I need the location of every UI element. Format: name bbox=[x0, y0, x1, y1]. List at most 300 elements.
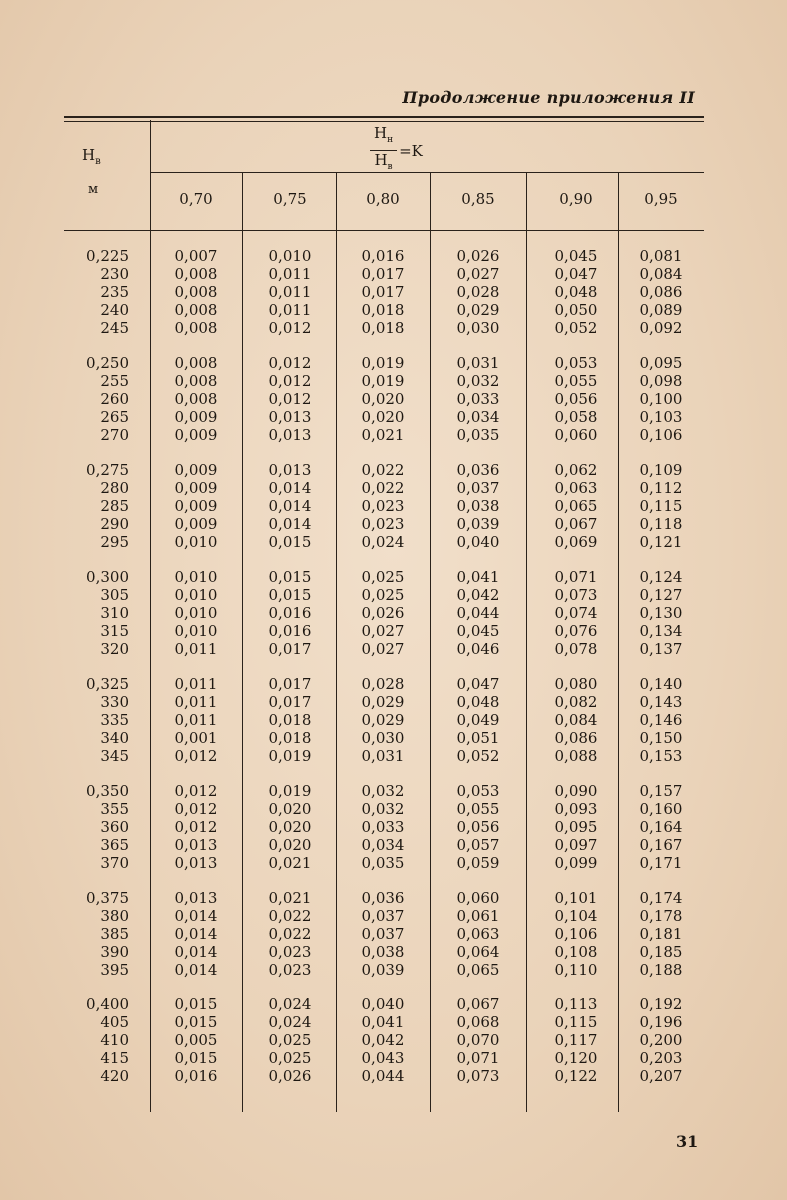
ratio-value-cell: 0,171 bbox=[639, 853, 683, 872]
ratio-value-cell: 0,095 bbox=[554, 817, 598, 836]
ratio-value-cell: 0,055 bbox=[554, 371, 598, 390]
ratio-value-cell: 0,112 bbox=[639, 478, 683, 497]
ratio-value-cell: 0,127 bbox=[639, 585, 683, 604]
ratio-value-cell: 0,013 bbox=[268, 425, 312, 444]
ratio-value-cell: 0,019 bbox=[361, 354, 405, 372]
ratio-value-cell: 0,117 bbox=[554, 1030, 598, 1049]
ratio-value-cell: 0,011 bbox=[268, 264, 312, 283]
page-number: 31 bbox=[676, 1132, 699, 1151]
row-group bbox=[0, 355, 787, 444]
ratio-value-cell: 0,073 bbox=[554, 585, 598, 604]
ratio-value-cell: 0,040 bbox=[456, 532, 500, 551]
hb-value-cell: 345 bbox=[100, 746, 129, 765]
ratio-value-cell: 0,014 bbox=[268, 478, 312, 497]
ratio-value-cell: 0,110 bbox=[554, 960, 598, 979]
ratio-value-cell: 0,037 bbox=[361, 906, 405, 925]
ratio-value-cell: 0,098 bbox=[639, 371, 683, 390]
ratio-value-cell: 0,071 bbox=[554, 568, 598, 586]
ratio-denominator: $H_в$ bbox=[374, 151, 393, 172]
ratio-value-cell: 0,115 bbox=[639, 496, 683, 515]
ratio-value-cell: 0,016 bbox=[268, 603, 312, 622]
ratio-value-cell: 0,017 bbox=[361, 264, 405, 283]
ratio-value-cell: 0,067 bbox=[554, 514, 598, 533]
ratio-value-cell: 0,012 bbox=[268, 371, 312, 390]
ratio-value-cell: 0,203 bbox=[639, 1048, 683, 1067]
hb-value-cell: 310 bbox=[100, 603, 129, 622]
ratio-value-cell: 0,051 bbox=[456, 728, 500, 747]
hb-value-cell: 355 bbox=[100, 799, 129, 818]
row-group bbox=[0, 248, 787, 337]
hb-value-cell: 315 bbox=[100, 621, 129, 640]
ratio-value-cell: 0,023 bbox=[361, 496, 405, 515]
hb-value-cell: 320 bbox=[100, 639, 129, 658]
ratio-value-cell: 0,185 bbox=[639, 942, 683, 961]
hb-value-cell: 295 bbox=[100, 532, 129, 551]
ratio-value-cell: 0,015 bbox=[268, 585, 312, 604]
hb-value-cell: 385 bbox=[100, 924, 129, 943]
ratio-value-cell: 0,056 bbox=[456, 817, 500, 836]
ratio-value-cell: 0,022 bbox=[268, 924, 312, 943]
table-row bbox=[0, 516, 787, 534]
ratio-value-cell: 0,027 bbox=[361, 621, 405, 640]
ratio-value-cell: 0,012 bbox=[268, 318, 312, 337]
table-row bbox=[0, 623, 787, 641]
ratio-value-cell: 0,043 bbox=[361, 1048, 405, 1067]
ratio-value-cell: 0,086 bbox=[639, 282, 683, 301]
ratio-value-cell: 0,009 bbox=[174, 407, 218, 426]
hb-value-cell: 420 bbox=[100, 1066, 129, 1085]
ratio-value-cell: 0,140 bbox=[639, 675, 683, 693]
ratio-value-cell: 0,014 bbox=[174, 960, 218, 979]
ratio-value-cell: 0,068 bbox=[456, 1012, 500, 1031]
ratio-value-cell: 0,092 bbox=[639, 318, 683, 337]
ratio-value-cell: 0,011 bbox=[174, 675, 218, 693]
hb-value-cell: 235 bbox=[100, 282, 129, 301]
ratio-value-cell: 0,101 bbox=[554, 889, 598, 907]
ratio-value-cell: 0,015 bbox=[174, 995, 218, 1013]
ratio-value-cell: 0,124 bbox=[639, 568, 683, 586]
ratio-value-cell: 0,017 bbox=[268, 675, 312, 693]
ratio-value-cell: 0,010 bbox=[174, 568, 218, 586]
ratio-value-cell: 0,025 bbox=[268, 1048, 312, 1067]
ratio-value-cell: 0,188 bbox=[639, 960, 683, 979]
ratio-value-cell: 0,011 bbox=[174, 692, 218, 711]
ratio-value-cell: 0,196 bbox=[639, 1012, 683, 1031]
ratio-value-cell: 0,039 bbox=[361, 960, 405, 979]
ratio-value-cell: 0,010 bbox=[174, 585, 218, 604]
ratio-value-cell: 0,020 bbox=[361, 389, 405, 408]
ratio-value-cell: 0,086 bbox=[554, 728, 598, 747]
ratio-value-cell: 0,018 bbox=[268, 728, 312, 747]
table-row bbox=[0, 1032, 787, 1050]
ratio-value-cell: 0,084 bbox=[554, 710, 598, 729]
ratio-value-cell: 0,057 bbox=[456, 835, 500, 854]
hb-column-header: $H_в$ bbox=[82, 146, 101, 167]
ratio-value-cell: 0,053 bbox=[554, 354, 598, 372]
hb-value-cell: 0,350 bbox=[86, 782, 129, 800]
hb-value-cell: 260 bbox=[100, 389, 129, 408]
k-value-header: 0,75 bbox=[273, 190, 307, 208]
ratio-value-cell: 0,008 bbox=[174, 354, 218, 372]
ratio-value-cell: 0,011 bbox=[268, 300, 312, 319]
row-group bbox=[0, 890, 787, 979]
ratio-value-cell: 0,019 bbox=[361, 371, 405, 390]
hb-value-cell: 390 bbox=[100, 942, 129, 961]
hb-value-cell: 330 bbox=[100, 692, 129, 711]
k-value-header: 0,80 bbox=[366, 190, 400, 208]
ratio-value-cell: 0,047 bbox=[554, 264, 598, 283]
ratio-value-cell: 0,033 bbox=[361, 817, 405, 836]
ratio-value-cell: 0,063 bbox=[456, 924, 500, 943]
table-row bbox=[0, 926, 787, 944]
ratio-value-cell: 0,070 bbox=[456, 1030, 500, 1049]
ratio-value-cell: 0,106 bbox=[554, 924, 598, 943]
table-row bbox=[0, 302, 787, 320]
ratio-value-cell: 0,143 bbox=[639, 692, 683, 711]
ratio-value-cell: 0,048 bbox=[456, 692, 500, 711]
ratio-value-cell: 0,113 bbox=[554, 995, 598, 1013]
ratio-value-cell: 0,026 bbox=[268, 1066, 312, 1085]
ratio-value-cell: 0,060 bbox=[456, 889, 500, 907]
ratio-value-cell: 0,056 bbox=[554, 389, 598, 408]
table-row bbox=[0, 266, 787, 284]
table-row bbox=[0, 783, 787, 801]
ratio-value-cell: 0,095 bbox=[639, 354, 683, 372]
ratio-value-cell: 0,021 bbox=[268, 853, 312, 872]
ratio-value-cell: 0,137 bbox=[639, 639, 683, 658]
table-row bbox=[0, 676, 787, 694]
table-row bbox=[0, 587, 787, 605]
ratio-value-cell: 0,153 bbox=[639, 746, 683, 765]
hb-value-cell: 285 bbox=[100, 496, 129, 515]
ratio-value-cell: 0,023 bbox=[268, 942, 312, 961]
ratio-value-cell: 0,063 bbox=[554, 478, 598, 497]
ratio-value-cell: 0,065 bbox=[456, 960, 500, 979]
ratio-value-cell: 0,059 bbox=[456, 853, 500, 872]
ratio-value-cell: 0,017 bbox=[268, 639, 312, 658]
ratio-value-cell: 0,019 bbox=[268, 782, 312, 800]
ratio-value-cell: 0,007 bbox=[174, 247, 218, 265]
table-row bbox=[0, 855, 787, 873]
ratio-value-cell: 0,013 bbox=[268, 407, 312, 426]
table-row bbox=[0, 427, 787, 445]
ratio-value-cell: 0,010 bbox=[174, 603, 218, 622]
hb-value-cell: 0,375 bbox=[86, 889, 129, 907]
hb-value-cell: 0,275 bbox=[86, 461, 129, 479]
table-row bbox=[0, 694, 787, 712]
ratio-value-cell: 0,160 bbox=[639, 799, 683, 818]
ratio-value-cell: 0,035 bbox=[361, 853, 405, 872]
header-bottom-rule bbox=[64, 230, 704, 231]
ratio-value-cell: 0,121 bbox=[639, 532, 683, 551]
ratio-value-cell: 0,031 bbox=[456, 354, 500, 372]
ratio-value-cell: 0,022 bbox=[361, 478, 405, 497]
ratio-value-cell: 0,034 bbox=[456, 407, 500, 426]
ratio-value-cell: 0,015 bbox=[268, 532, 312, 551]
ratio-value-cell: 0,167 bbox=[639, 835, 683, 854]
table-row bbox=[0, 1050, 787, 1068]
ratio-value-cell: 0,069 bbox=[554, 532, 598, 551]
ratio-value-cell: 0,016 bbox=[361, 247, 405, 265]
ratio-value-cell: 0,060 bbox=[554, 425, 598, 444]
ratio-value-cell: 0,017 bbox=[268, 692, 312, 711]
ratio-value-cell: 0,031 bbox=[361, 746, 405, 765]
ratio-value-cell: 0,045 bbox=[456, 621, 500, 640]
ratio-value-cell: 0,109 bbox=[639, 461, 683, 479]
ratio-value-cell: 0,106 bbox=[639, 425, 683, 444]
hb-value-cell: 365 bbox=[100, 835, 129, 854]
ratio-value-cell: 0,055 bbox=[456, 799, 500, 818]
ratio-value-cell: 0,039 bbox=[456, 514, 500, 533]
ratio-numerator: $H_н$ bbox=[370, 124, 397, 151]
ratio-value-cell: 0,008 bbox=[174, 389, 218, 408]
ratio-value-cell: 0,049 bbox=[456, 710, 500, 729]
hb-value-cell: 245 bbox=[100, 318, 129, 337]
table-row bbox=[0, 890, 787, 908]
ratio-value-cell: 0,015 bbox=[268, 568, 312, 586]
ratio-value-cell: 0,018 bbox=[361, 318, 405, 337]
ratio-value-cell: 0,036 bbox=[456, 461, 500, 479]
table-row bbox=[0, 908, 787, 926]
table-row bbox=[0, 534, 787, 552]
ratio-value-cell: 0,207 bbox=[639, 1066, 683, 1085]
ratio-value-cell: 0,093 bbox=[554, 799, 598, 818]
hb-value-cell: 0,250 bbox=[86, 354, 129, 372]
row-group bbox=[0, 462, 787, 551]
hb-value-cell: 305 bbox=[100, 585, 129, 604]
hb-value-cell: 395 bbox=[100, 960, 129, 979]
ratio-value-cell: 0,050 bbox=[554, 300, 598, 319]
ratio-value-cell: 0,018 bbox=[268, 710, 312, 729]
table-row bbox=[0, 962, 787, 980]
ratio-value-cell: 0,010 bbox=[174, 621, 218, 640]
ratio-value-cell: 0,097 bbox=[554, 835, 598, 854]
ratio-value-cell: 0,025 bbox=[361, 568, 405, 586]
hb-value-cell: 340 bbox=[100, 728, 129, 747]
ratio-equals-k: =K bbox=[399, 141, 423, 160]
ratio-value-cell: 0,011 bbox=[174, 639, 218, 658]
table-row bbox=[0, 569, 787, 587]
ratio-value-cell: 0,146 bbox=[639, 710, 683, 729]
ratio-value-cell: 0,036 bbox=[361, 889, 405, 907]
ratio-value-cell: 0,034 bbox=[361, 835, 405, 854]
ratio-value-cell: 0,021 bbox=[361, 425, 405, 444]
ratio-value-cell: 0,008 bbox=[174, 282, 218, 301]
table-row bbox=[0, 837, 787, 855]
row-group bbox=[0, 783, 787, 872]
k-value-header: 0,95 bbox=[644, 190, 678, 208]
ratio-value-cell: 0,014 bbox=[174, 906, 218, 925]
ratio-value-cell: 0,016 bbox=[268, 621, 312, 640]
ratio-value-cell: 0,192 bbox=[639, 995, 683, 1013]
ratio-value-cell: 0,008 bbox=[174, 371, 218, 390]
ratio-value-cell: 0,038 bbox=[361, 942, 405, 961]
ratio-value-cell: 0,089 bbox=[639, 300, 683, 319]
ratio-value-cell: 0,181 bbox=[639, 924, 683, 943]
table-row bbox=[0, 320, 787, 338]
ratio-value-cell: 0,011 bbox=[174, 710, 218, 729]
ratio-value-cell: 0,157 bbox=[639, 782, 683, 800]
ratio-value-cell: 0,052 bbox=[456, 746, 500, 765]
ratio-value-cell: 0,023 bbox=[268, 960, 312, 979]
ratio-value-cell: 0,008 bbox=[174, 264, 218, 283]
table-row bbox=[0, 748, 787, 766]
ratio-value-cell: 0,178 bbox=[639, 906, 683, 925]
ratio-value-cell: 0,012 bbox=[268, 389, 312, 408]
ratio-value-cell: 0,012 bbox=[174, 799, 218, 818]
ratio-value-cell: 0,012 bbox=[174, 782, 218, 800]
ratio-value-cell: 0,029 bbox=[456, 300, 500, 319]
row-group bbox=[0, 996, 787, 1085]
table-row bbox=[0, 480, 787, 498]
hb-value-cell: 405 bbox=[100, 1012, 129, 1031]
ratio-value-cell: 0,084 bbox=[639, 264, 683, 283]
row-group bbox=[0, 676, 787, 765]
ratio-value-cell: 0,099 bbox=[554, 853, 598, 872]
ratio-value-cell: 0,008 bbox=[174, 318, 218, 337]
hb-value-cell: 0,325 bbox=[86, 675, 129, 693]
ratio-value-cell: 0,076 bbox=[554, 621, 598, 640]
hb-value-cell: 280 bbox=[100, 478, 129, 497]
ratio-value-cell: 0,032 bbox=[456, 371, 500, 390]
ratio-value-cell: 0,027 bbox=[361, 639, 405, 658]
ratio-value-cell: 0,103 bbox=[639, 407, 683, 426]
ratio-value-cell: 0,029 bbox=[361, 692, 405, 711]
hb-value-cell: 380 bbox=[100, 906, 129, 925]
hb-value-cell: 335 bbox=[100, 710, 129, 729]
ratio-value-cell: 0,017 bbox=[361, 282, 405, 301]
table-row bbox=[0, 641, 787, 659]
ratio-value-cell: 0,016 bbox=[174, 1066, 218, 1085]
ratio-value-cell: 0,024 bbox=[268, 1012, 312, 1031]
k-value-header: 0,85 bbox=[461, 190, 495, 208]
ratio-value-cell: 0,130 bbox=[639, 603, 683, 622]
ratio-value-cell: 0,064 bbox=[456, 942, 500, 961]
ratio-value-cell: 0,027 bbox=[456, 264, 500, 283]
ratio-value-cell: 0,032 bbox=[361, 799, 405, 818]
ratio-value-cell: 0,011 bbox=[268, 282, 312, 301]
ratio-value-cell: 0,020 bbox=[268, 835, 312, 854]
ratio-value-cell: 0,200 bbox=[639, 1030, 683, 1049]
ratio-value-cell: 0,104 bbox=[554, 906, 598, 925]
ratio-value-cell: 0,022 bbox=[268, 906, 312, 925]
ratio-value-cell: 0,046 bbox=[456, 639, 500, 658]
hb-value-cell: 230 bbox=[100, 264, 129, 283]
ratio-value-cell: 0,010 bbox=[174, 532, 218, 551]
ratio-value-cell: 0,013 bbox=[268, 461, 312, 479]
ratio-value-cell: 0,045 bbox=[554, 247, 598, 265]
hb-value-cell: 0,400 bbox=[86, 995, 129, 1013]
ratio-value-cell: 0,009 bbox=[174, 478, 218, 497]
ratio-value-cell: 0,019 bbox=[268, 746, 312, 765]
ratio-value-cell: 0,018 bbox=[361, 300, 405, 319]
table-row bbox=[0, 391, 787, 409]
ratio-value-cell: 0,012 bbox=[268, 354, 312, 372]
table-row bbox=[0, 819, 787, 837]
ratio-value-cell: 0,052 bbox=[554, 318, 598, 337]
ratio-value-cell: 0,118 bbox=[639, 514, 683, 533]
ratio-value-cell: 0,008 bbox=[174, 300, 218, 319]
ratio-value-cell: 0,042 bbox=[456, 585, 500, 604]
table-row bbox=[0, 373, 787, 391]
ratio-value-cell: 0,053 bbox=[456, 782, 500, 800]
ratio-value-cell: 0,108 bbox=[554, 942, 598, 961]
ratio-value-cell: 0,014 bbox=[268, 514, 312, 533]
hb-value-cell: 270 bbox=[100, 425, 129, 444]
ratio-value-cell: 0,067 bbox=[456, 995, 500, 1013]
ratio-value-cell: 0,026 bbox=[361, 603, 405, 622]
ratio-value-cell: 0,071 bbox=[456, 1048, 500, 1067]
ratio-value-cell: 0,078 bbox=[554, 639, 598, 658]
table-row bbox=[0, 284, 787, 302]
ratio-value-cell: 0,134 bbox=[639, 621, 683, 640]
ratio-value-cell: 0,065 bbox=[554, 496, 598, 515]
ratio-value-cell: 0,024 bbox=[361, 532, 405, 551]
k-value-header: 0,70 bbox=[179, 190, 213, 208]
hb-value-cell: 265 bbox=[100, 407, 129, 426]
ratio-value-cell: 0,035 bbox=[456, 425, 500, 444]
table-row bbox=[0, 801, 787, 819]
ratio-value-cell: 0,150 bbox=[639, 728, 683, 747]
ratio-value-cell: 0,115 bbox=[554, 1012, 598, 1031]
ratio-value-cell: 0,020 bbox=[361, 407, 405, 426]
ratio-value-cell: 0,012 bbox=[174, 817, 218, 836]
ratio-value-cell: 0,164 bbox=[639, 817, 683, 836]
ratio-value-cell: 0,013 bbox=[174, 835, 218, 854]
hb-unit: м bbox=[88, 182, 99, 197]
ratio-value-cell: 0,174 bbox=[639, 889, 683, 907]
ratio-value-cell: 0,026 bbox=[456, 247, 500, 265]
ratio-value-cell: 0,024 bbox=[268, 995, 312, 1013]
hb-value-cell: 360 bbox=[100, 817, 129, 836]
ratio-value-cell: 0,014 bbox=[174, 924, 218, 943]
ratio-value-cell: 0,082 bbox=[554, 692, 598, 711]
hb-value-cell: 415 bbox=[100, 1048, 129, 1067]
table-row bbox=[0, 498, 787, 516]
ratio-value-cell: 0,080 bbox=[554, 675, 598, 693]
ratio-value-cell: 0,090 bbox=[554, 782, 598, 800]
k-value-header: 0,90 bbox=[559, 190, 593, 208]
ratio-value-cell: 0,001 bbox=[174, 728, 218, 747]
table-row bbox=[0, 248, 787, 266]
table-row bbox=[0, 996, 787, 1014]
ratio-value-cell: 0,088 bbox=[554, 746, 598, 765]
table-row bbox=[0, 730, 787, 748]
ratio-value-cell: 0,042 bbox=[361, 1030, 405, 1049]
hb-value-cell: 0,300 bbox=[86, 568, 129, 586]
ratio-value-cell: 0,041 bbox=[361, 1012, 405, 1031]
table-row bbox=[0, 605, 787, 623]
ratio-value-cell: 0,015 bbox=[174, 1012, 218, 1031]
ratio-value-cell: 0,073 bbox=[456, 1066, 500, 1085]
ratio-value-cell: 0,009 bbox=[174, 496, 218, 515]
hb-value-cell: 370 bbox=[100, 853, 129, 872]
ratio-fraction bbox=[370, 124, 397, 177]
table-row bbox=[0, 409, 787, 427]
ratio-value-cell: 0,014 bbox=[174, 942, 218, 961]
row-group bbox=[0, 569, 787, 658]
hb-value-cell: 255 bbox=[100, 371, 129, 390]
ratio-value-cell: 0,012 bbox=[174, 746, 218, 765]
ratio-value-cell: 0,038 bbox=[456, 496, 500, 515]
ratio-value-cell: 0,010 bbox=[268, 247, 312, 265]
table-top-rule bbox=[64, 116, 704, 118]
table-row bbox=[0, 1068, 787, 1086]
ratio-value-cell: 0,030 bbox=[361, 728, 405, 747]
ratio-value-cell: 0,058 bbox=[554, 407, 598, 426]
ratio-value-cell: 0,022 bbox=[361, 461, 405, 479]
ratio-value-cell: 0,120 bbox=[554, 1048, 598, 1067]
